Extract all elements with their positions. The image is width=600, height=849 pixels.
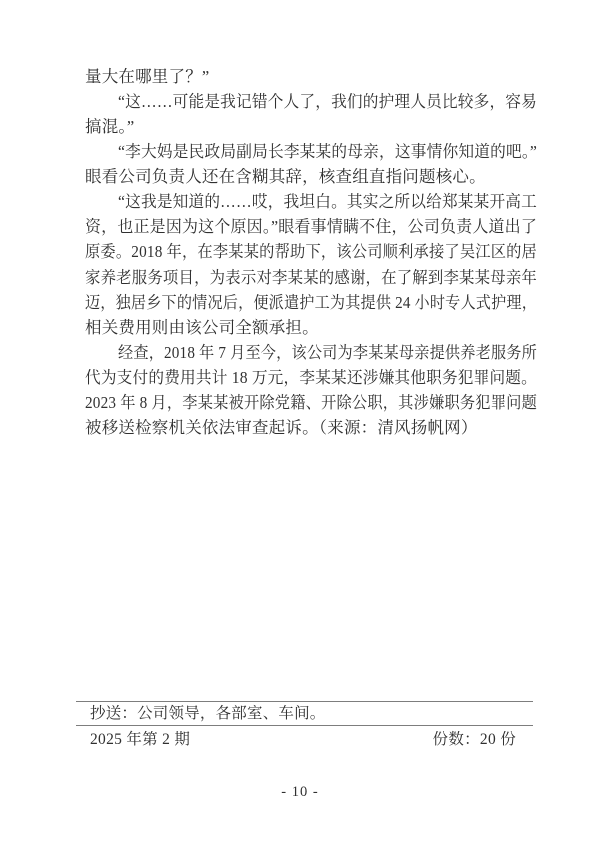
body-line xyxy=(85,239,537,264)
body-line xyxy=(85,365,537,390)
issue-number: 2025 年第 2 期 xyxy=(90,731,191,748)
body-line-text: 被移送检察机关依法审查起诉。（来源：清风扬帆网） xyxy=(85,417,478,437)
page-number: - 10 - xyxy=(281,784,319,800)
body-line xyxy=(85,340,537,365)
body-line-text: 搞混。” xyxy=(85,117,135,137)
body-line-text: 相关费用则由该公司全额承担。 xyxy=(85,317,319,337)
body-line-text: 迈，独居乡下的情况后，便派遣护工为其提供 24 小时专人式护理， xyxy=(85,292,537,312)
body-line xyxy=(85,89,537,114)
body-line-text: 2023 年 8 月，李某某被开除党籍、开除公职，其涉嫌职务犯罪问题 xyxy=(85,392,537,412)
body-line-text: 眼看公司负责人还在含糊其辞，核查组直指问题核心。 xyxy=(85,167,486,187)
body-line xyxy=(85,64,537,89)
body-line-text: 代为支付的费用共计 18 万元，李某某还涉嫌其他职务犯罪问题。 xyxy=(85,367,537,387)
footer-copy-row xyxy=(90,703,533,725)
body-line-text: “这……可能是我记错个人了，我们的护理人员比较多，容易 xyxy=(118,92,537,112)
copy-to-text: 抄送：公司领导，各部室、车间。 xyxy=(90,705,326,722)
body-line-text: 量大在哪里了？” xyxy=(85,67,210,86)
body-line xyxy=(85,390,537,415)
body-line xyxy=(85,265,537,290)
body-line xyxy=(85,214,537,239)
footer-divider-bottom xyxy=(76,725,533,726)
document-body xyxy=(85,64,537,440)
body-line xyxy=(85,139,537,164)
body-line-text: “这我是知道的……哎，我坦白。其实之所以给郑某某开高工 xyxy=(118,192,537,212)
body-line xyxy=(85,415,537,440)
body-line xyxy=(85,290,537,315)
body-line xyxy=(85,189,537,214)
body-line-text: 原委。2018 年，在李某某的帮助下，该公司顺利承接了吴江区的居 xyxy=(85,242,537,262)
body-line xyxy=(85,315,537,340)
copies-count: 份数：20 份 xyxy=(432,731,516,748)
body-line-text: 家养老服务项目，为表示对李某某的感谢，在了解到李某某母亲年 xyxy=(85,267,537,287)
body-line xyxy=(85,114,537,139)
footer-divider-top xyxy=(76,701,533,702)
footer-issue-row xyxy=(90,728,516,751)
body-line-text: 经查，2018 年 7 月至今，该公司为李某某母亲提供养老服务所 xyxy=(118,342,537,362)
body-line-text: 资，也正是因为这个原因。”眼看事情瞒不住，公司负责人道出了 xyxy=(85,217,537,237)
body-line xyxy=(85,164,537,189)
body-line-text: “李大妈是民政局副局长李某某的母亲，这事情你知道的吧。” xyxy=(118,142,537,162)
